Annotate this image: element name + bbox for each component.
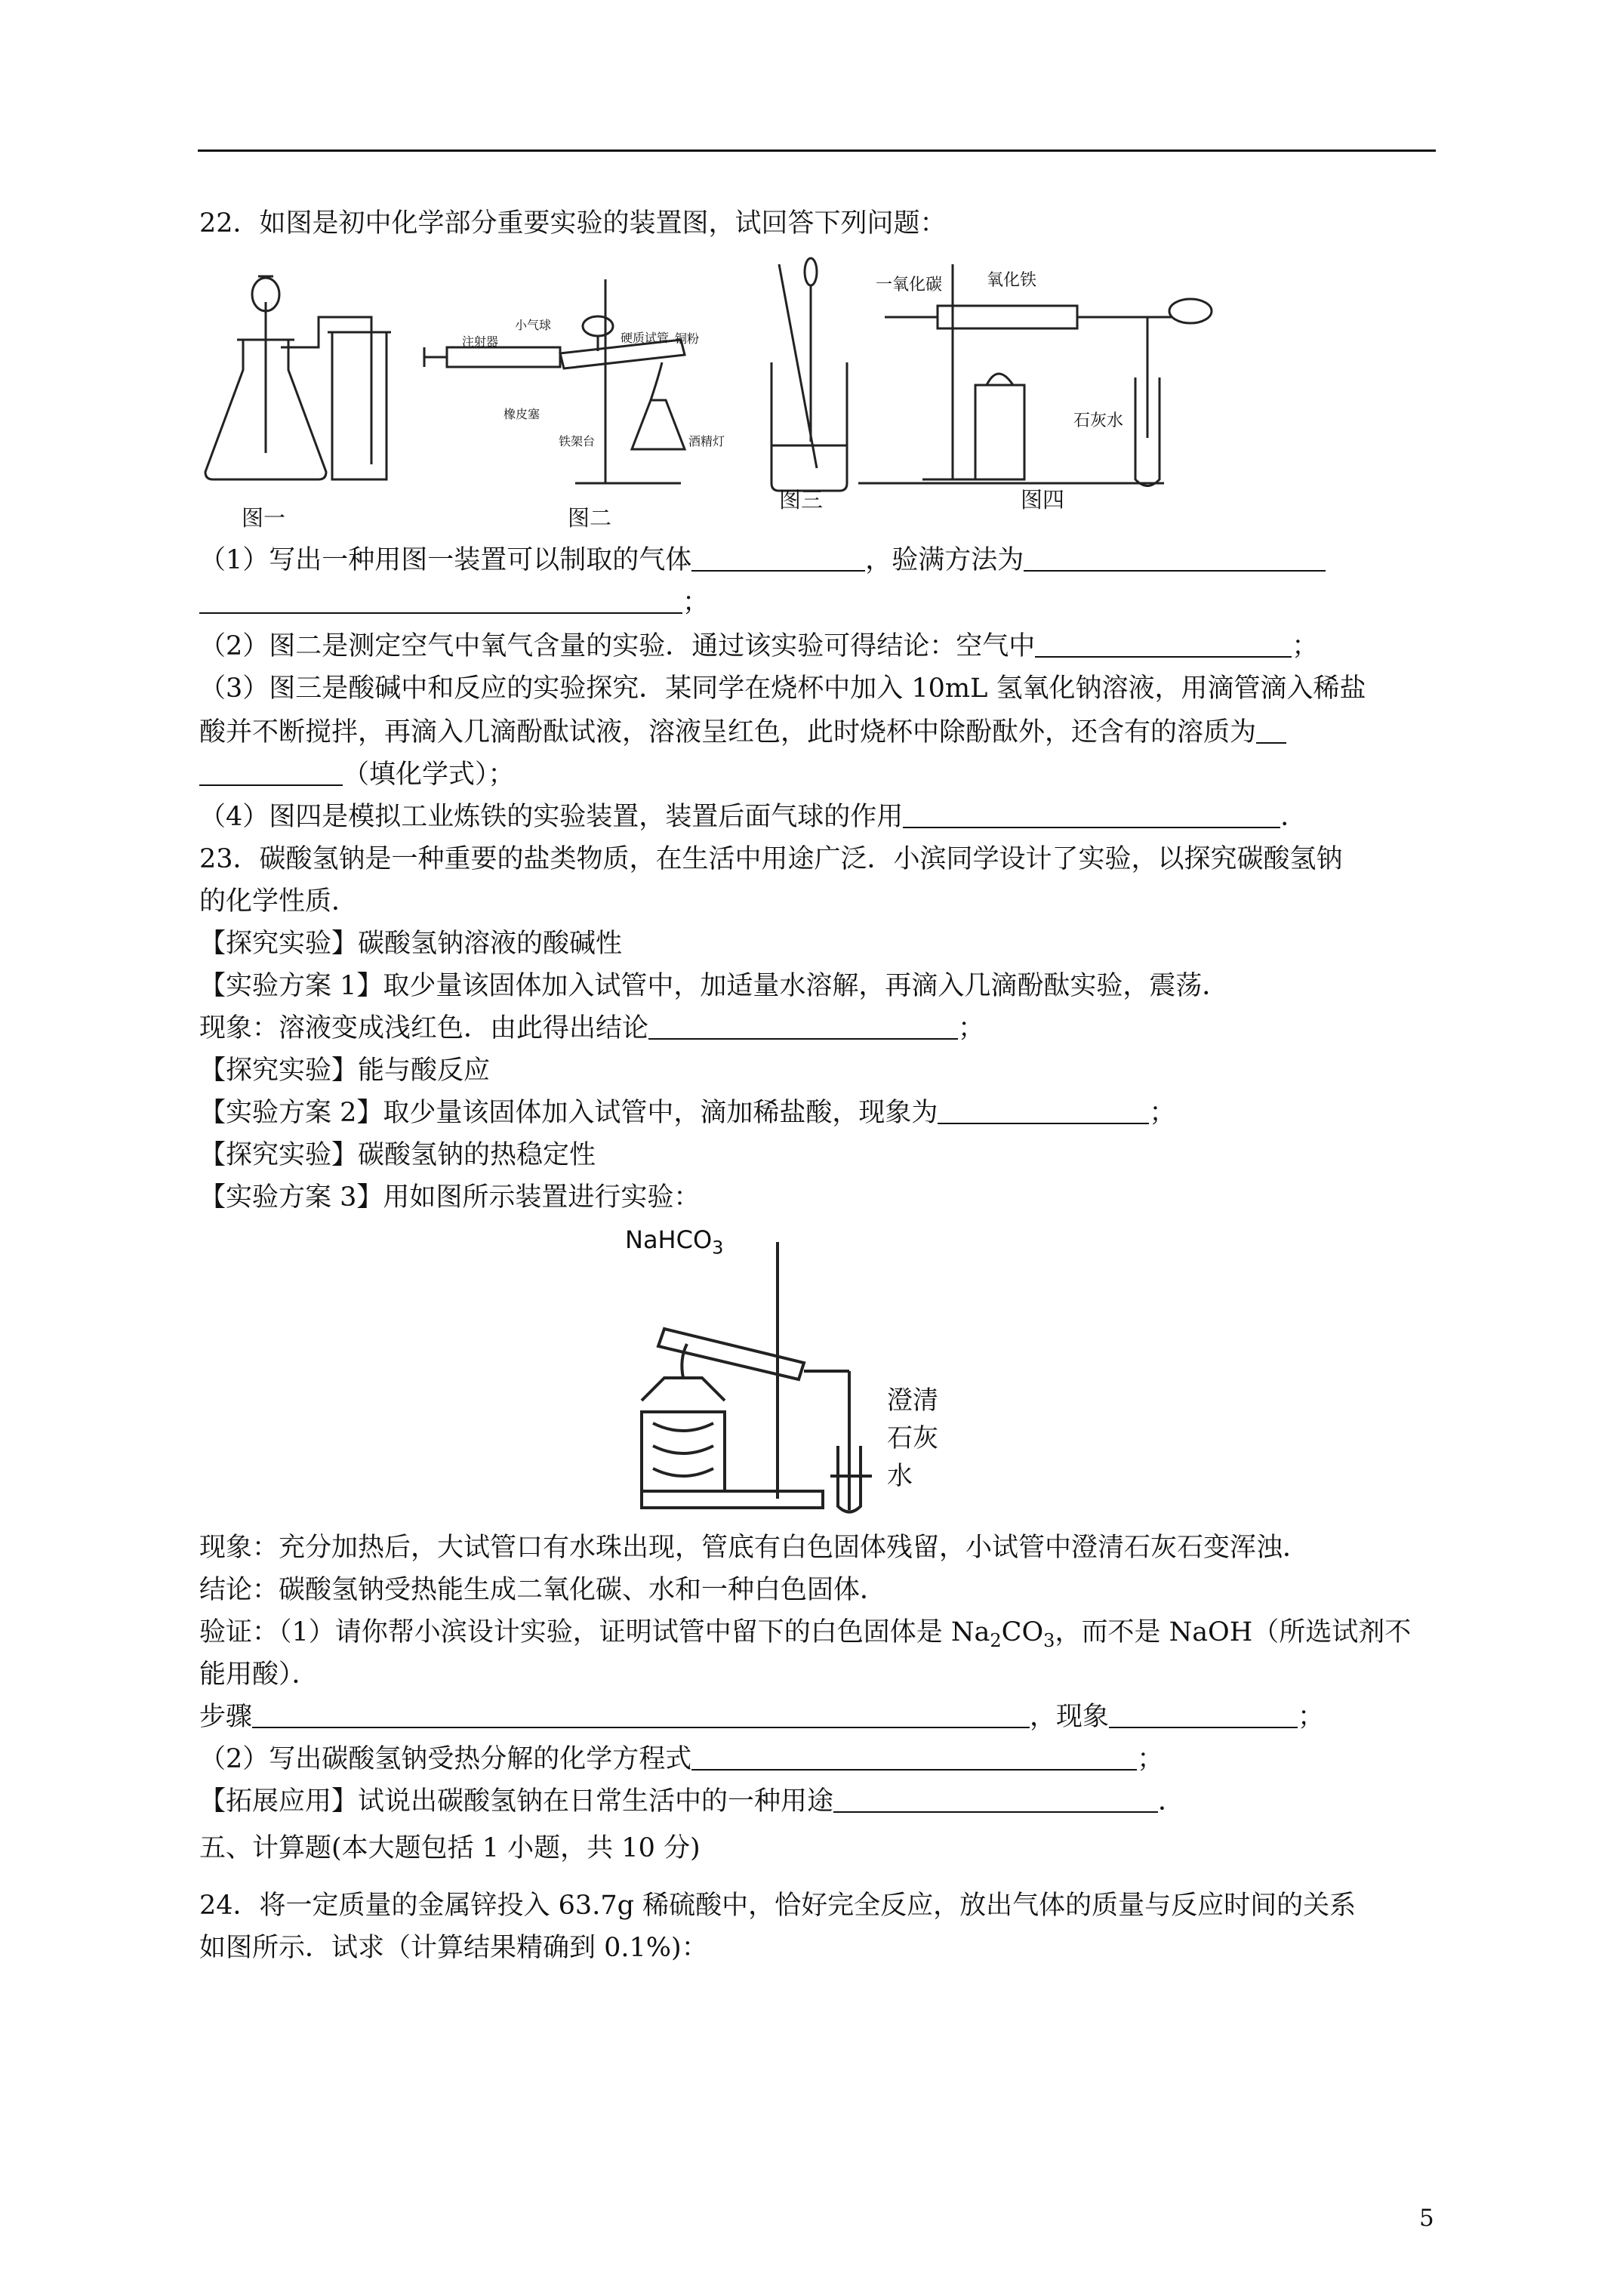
nahco3-label-sub: 3 bbox=[712, 1237, 724, 1259]
q23-phen1-blank[interactable] bbox=[648, 1014, 958, 1040]
q23-step-blank[interactable] bbox=[252, 1703, 1030, 1728]
fig2-tube-label: 硬质试管 bbox=[621, 331, 670, 345]
q23-eq-b-text: ； bbox=[1137, 1744, 1164, 1774]
nahco3-label bbox=[625, 1225, 724, 1259]
q23-conclusion: 结论：碳酸氢钠受热能生成二氧化碳、水和一种白色固体． bbox=[199, 1575, 887, 1605]
fig4-co-label: 一氧化碳 bbox=[876, 276, 943, 294]
q22-p3b-text: 酸并不断搅拌，再滴入几滴酚酞试液，溶液呈红色，此时烧杯中除酚酞外，还含有的溶质为 bbox=[199, 717, 1257, 747]
q23-verify-a-text: 验证：（1）请你帮小滨设计实验，证明试管中留下的白色固体是 Na bbox=[199, 1617, 990, 1647]
q23-ext bbox=[199, 1786, 1184, 1817]
q22-p3-blank-b[interactable] bbox=[199, 760, 343, 786]
fig2-stopper-label: 橡皮塞 bbox=[504, 407, 540, 421]
q24-b: 如图所示．试求（计算结果精确到 0.1%)： bbox=[199, 1933, 708, 1963]
q22-p1-cont bbox=[199, 587, 709, 618]
q22-p4-blank[interactable] bbox=[903, 803, 1280, 828]
q22-p3c bbox=[199, 760, 515, 790]
q22-stem: 22．如图是初中化学部分重要实验的装置图，试回答下列问题： bbox=[199, 208, 947, 239]
q23-verify-sub3: 3 bbox=[1043, 1630, 1055, 1651]
q23-step-text: 步骤 bbox=[199, 1702, 253, 1732]
page-number: 5 bbox=[1419, 2205, 1434, 2232]
q23-plan2-blank[interactable] bbox=[938, 1099, 1149, 1124]
q23-phen3: 现象：充分加热后，大试管口有水珠出现，管底有白色固体残留，小试管中澄清石灰石变浑浊． bbox=[199, 1533, 1310, 1563]
q23-ext-blank[interactable] bbox=[833, 1787, 1158, 1813]
q23-verify-a2: ，而不是 NaOH（所选试剂不 bbox=[1055, 1617, 1412, 1647]
q23-apparatus bbox=[619, 1219, 981, 1521]
q22-p3c-text: （填化学式）； bbox=[343, 760, 515, 790]
q22-p2 bbox=[199, 631, 1318, 661]
q23-phen1 bbox=[199, 1013, 984, 1043]
q23-plan2 bbox=[199, 1098, 1175, 1128]
q23-plan2b-text: ； bbox=[1149, 1098, 1176, 1128]
fig2-syringe-label: 注射器 bbox=[462, 334, 499, 349]
q23-exp3-title: 【探究实验】碳酸氢钠的热稳定性 bbox=[199, 1140, 596, 1170]
nahco3-label-text: NaHCO bbox=[625, 1225, 713, 1254]
fig4-fe2o3-label: 氧化铁 bbox=[987, 271, 1037, 290]
q22-p1 bbox=[199, 545, 1326, 575]
q23-stem-a: 23．碳酸氢钠是一种重要的盐类物质，在生活中用途广泛．小滨同学设计了实验，以探究碳酸氢钠 bbox=[199, 844, 1343, 874]
q22-p4 bbox=[199, 802, 1307, 832]
q23-ext-text: 【拓展应用】试说出碳酸氢钠在日常生活中的一种用途 bbox=[199, 1786, 834, 1817]
q23-verify-b: 能用酸）． bbox=[199, 1660, 319, 1690]
q22-p1-blank-method-cont[interactable] bbox=[199, 588, 682, 614]
fig2-copper-label: 铜粉 bbox=[675, 331, 700, 346]
q22-p4b-text: ． bbox=[1280, 802, 1307, 832]
fig2-stand-label: 铁架台 bbox=[559, 434, 596, 448]
q22-p3-blank-a[interactable] bbox=[1256, 718, 1286, 744]
fig3-label: 图三 bbox=[779, 487, 824, 513]
q23-phen1b-text: ； bbox=[958, 1013, 985, 1043]
fig4-label: 图四 bbox=[1021, 487, 1065, 513]
q23-exp2-title: 【探究实验】能与酸反应 bbox=[199, 1056, 491, 1086]
header-rule bbox=[198, 149, 1436, 152]
fig2-label: 图二 bbox=[568, 505, 612, 531]
q23-verify-a bbox=[199, 1617, 1412, 1651]
q23-eq-text: （2）写出碳酸氢钠受热分解的化学方程式 bbox=[199, 1744, 692, 1774]
q22-p4-text: （4）图四是模拟工业炼铁的实验装置，装置后面气球的作用 bbox=[199, 802, 904, 832]
q23-plan1: 【实验方案 1】取少量该固体加入试管中，加适量水溶解，再滴入几滴酚酞实验，震荡． bbox=[199, 971, 1229, 1001]
limewater-label-line3: 水 bbox=[887, 1461, 913, 1491]
q24-a: 24．将一定质量的金属锌投入 63.7g 稀硫酸中，恰好完全反应，放出气体的质量与反应时间的关系 bbox=[199, 1891, 1357, 1921]
q22-p1-blank-gas[interactable] bbox=[691, 546, 865, 572]
fig2-burner-label: 酒精灯 bbox=[688, 434, 725, 448]
q22-p2b-text: ； bbox=[1292, 631, 1319, 661]
q22-p2-text: （2）图二是测定空气中氧气含量的实验．通过该实验可得结论：空气中 bbox=[199, 631, 1036, 661]
q23-eq bbox=[199, 1744, 1163, 1774]
q22-figures bbox=[198, 257, 1451, 531]
q22-p2-blank[interactable] bbox=[1035, 632, 1292, 658]
q22-p3b bbox=[199, 717, 1286, 747]
q23-verify-sub2: 2 bbox=[990, 1630, 1002, 1651]
q23-ext-b-text: ． bbox=[1158, 1786, 1185, 1817]
q23-step-phen-blank[interactable] bbox=[1109, 1703, 1298, 1728]
q22-p1-text: （1）写出一种用图一装置可以制取的气体 bbox=[199, 545, 692, 575]
fig1-label: 图一 bbox=[242, 505, 286, 531]
q23-plan3: 【实验方案 3】用如图所示装置进行实验： bbox=[199, 1182, 701, 1213]
q23-stem-b: 的化学性质． bbox=[199, 886, 359, 917]
fig4-limewater-label: 石灰水 bbox=[1073, 411, 1124, 430]
limewater-label-line2: 石灰 bbox=[887, 1423, 938, 1453]
q23-step bbox=[199, 1702, 1324, 1732]
limewater-label-line1: 澄清 bbox=[887, 1385, 938, 1416]
q23-plan2-text: 【实验方案 2】取少量该固体加入试管中，滴加稀盐酸，现象为 bbox=[199, 1098, 938, 1128]
q23-step-b-text: ，现象 bbox=[1030, 1702, 1110, 1732]
q23-step-c-text: ； bbox=[1298, 1702, 1325, 1732]
q22-p3a: （3）图三是酸碱中和反应的实验探究．某同学在烧杯中加入 10mL 氢氧化钠溶液，用滴管滴入稀盐 bbox=[199, 673, 1366, 704]
q22-p1c-text: ； bbox=[682, 587, 710, 618]
section5-heading: 五、计算题(本大题包括 1 小题，共 10 分) bbox=[199, 1833, 701, 1863]
q23-exp1-title: 【探究实验】碳酸氢钠溶液的酸碱性 bbox=[199, 929, 623, 959]
fig2-balloon-label: 小气球 bbox=[515, 318, 552, 332]
q22-p1-blank-method[interactable] bbox=[1024, 546, 1326, 572]
q23-phen1-text: 现象：溶液变成浅红色．由此得出结论 bbox=[199, 1013, 649, 1043]
q23-eq-blank[interactable] bbox=[691, 1745, 1137, 1771]
limewater-label bbox=[887, 1382, 938, 1495]
q22-p1b-text: ，验满方法为 bbox=[865, 545, 1024, 575]
q22-apparatus-drawing bbox=[198, 257, 1451, 521]
q23-verify-co: CO bbox=[1001, 1617, 1044, 1647]
